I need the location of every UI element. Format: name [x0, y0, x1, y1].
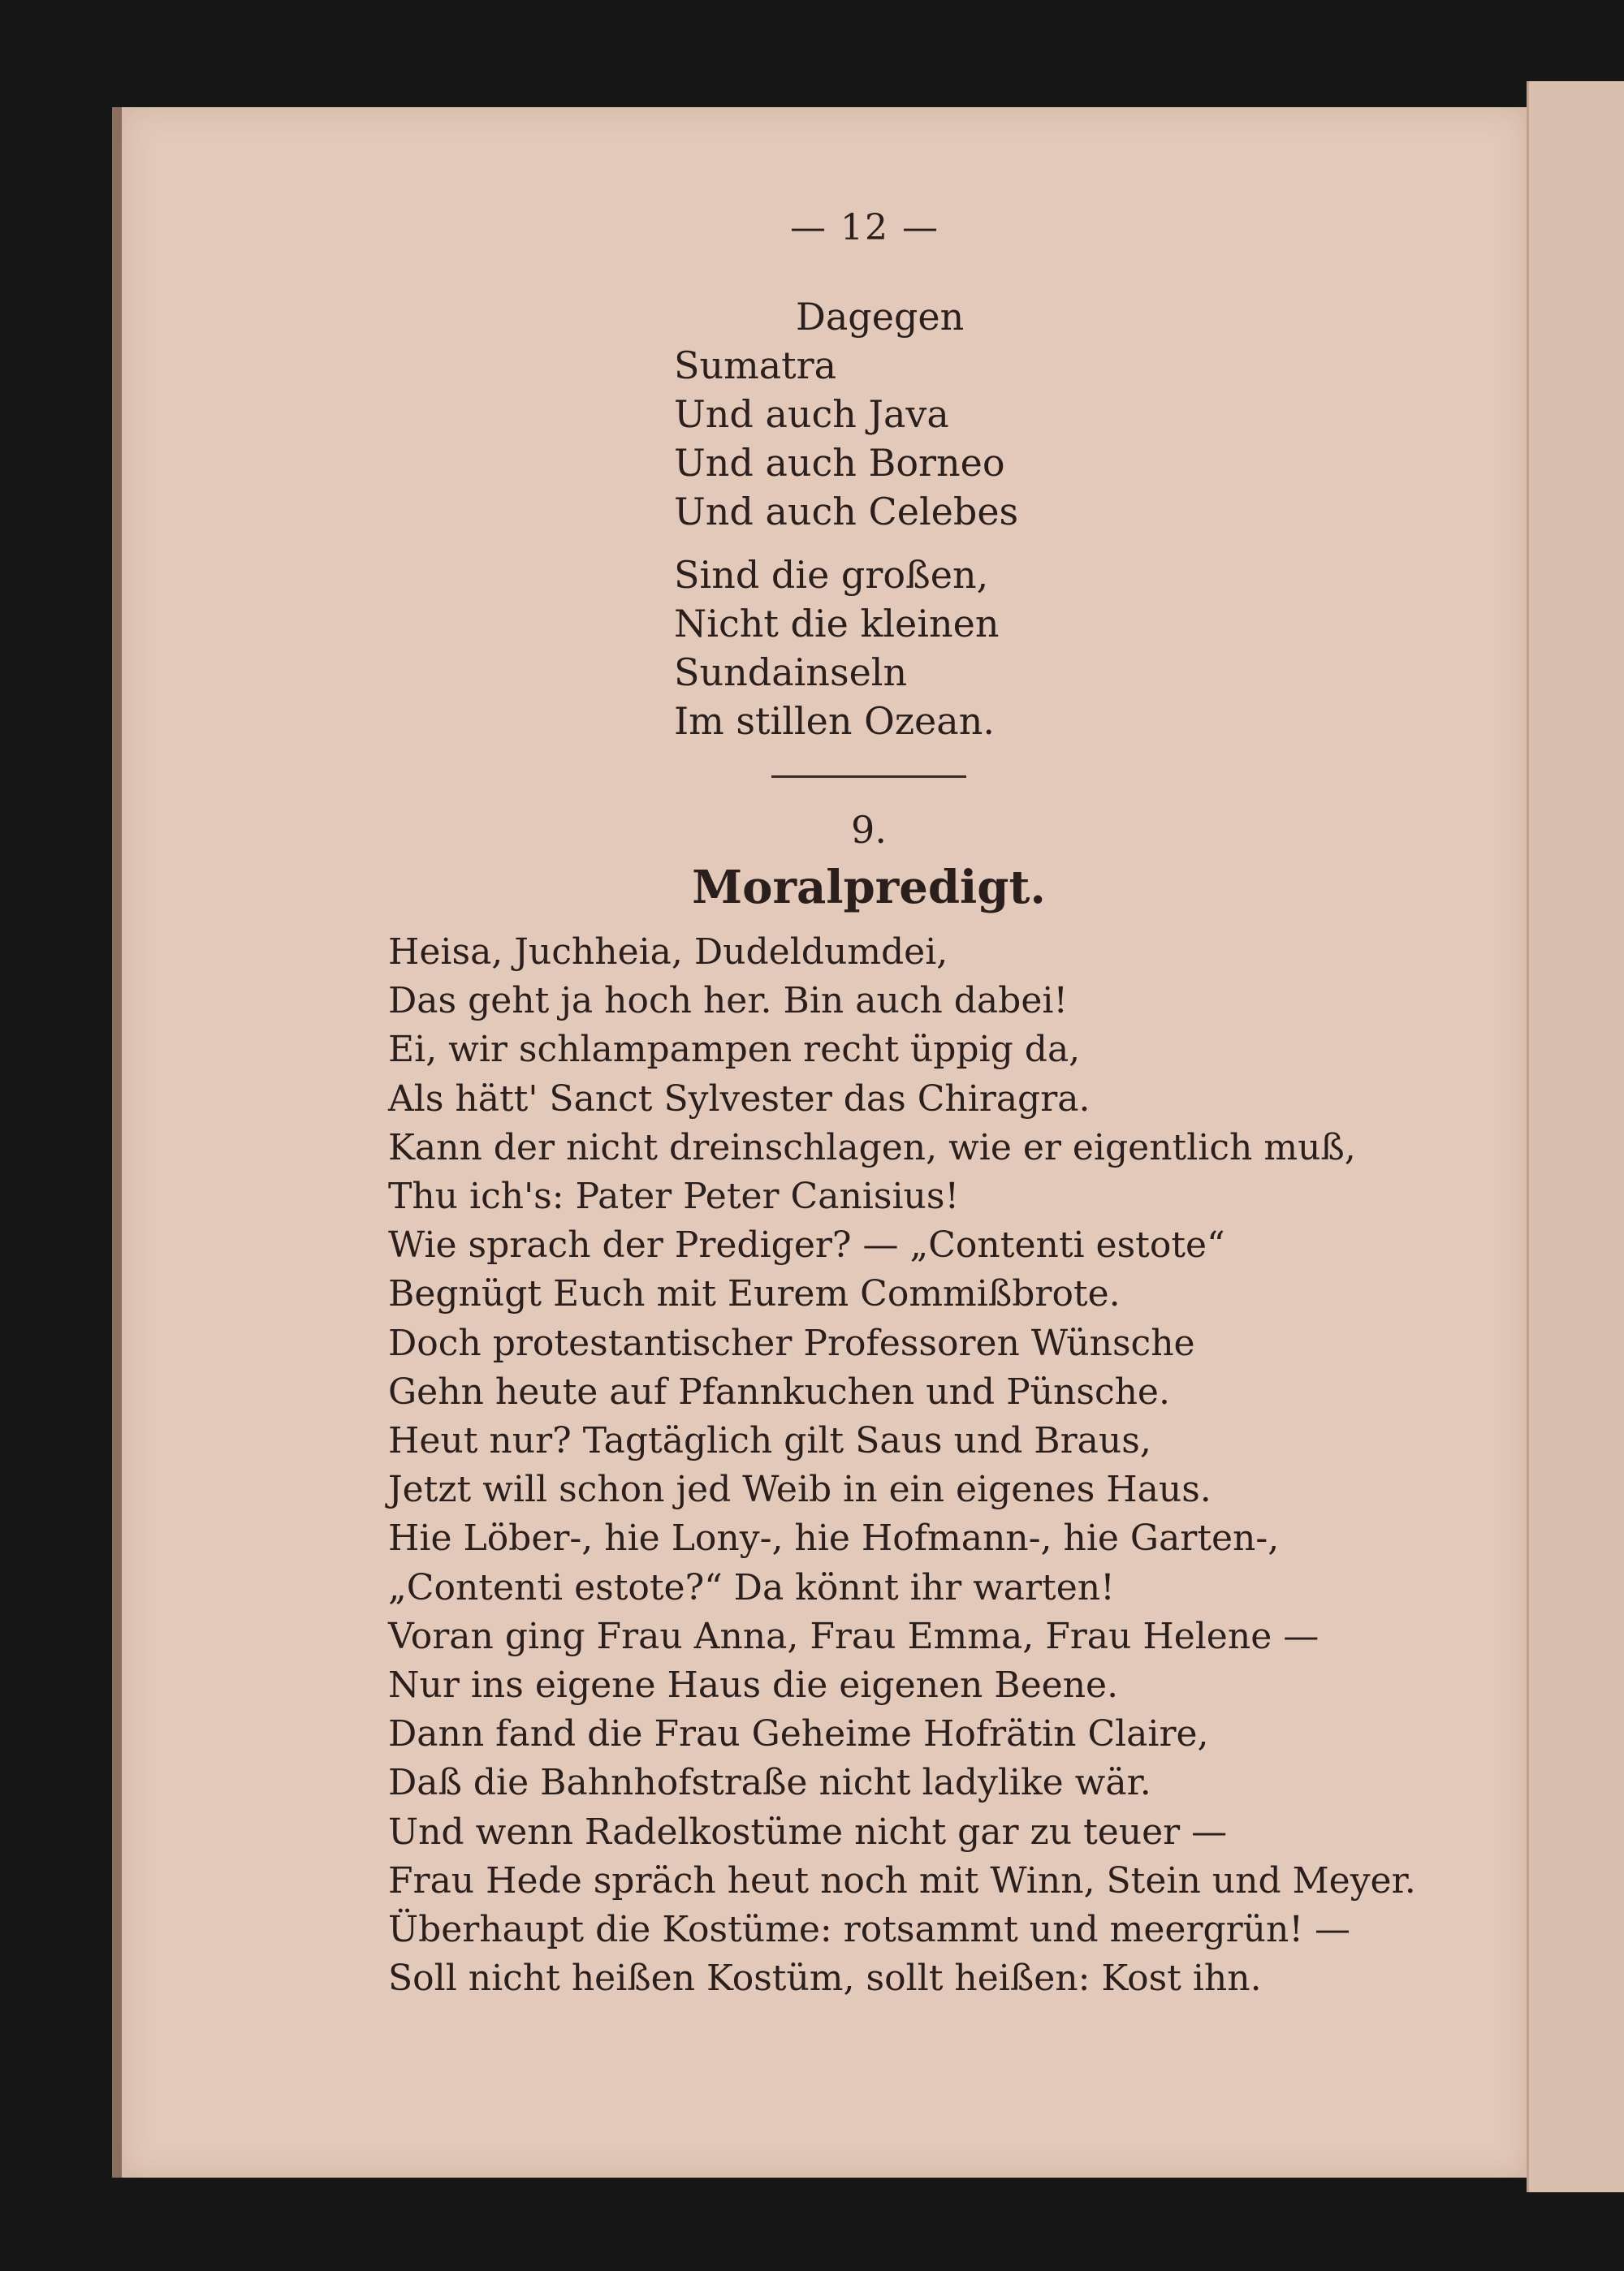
stanza-gap [674, 536, 1018, 550]
poem-line: Ei, wir schlampampen recht üppig da, [388, 1029, 1081, 1071]
section-title: Moralpredigt. [692, 861, 1046, 914]
poem-line: Und auch Java [674, 392, 949, 436]
poem-line: Und wenn Radelkostüme nicht gar zu teuer — [388, 1811, 1228, 1853]
poem-line: Kann der nicht dreinschlagen, wie er eigentlich muß, [388, 1126, 1356, 1168]
poem-line: Sind die großen, [674, 553, 989, 597]
poem-line: Sumatra [674, 343, 837, 387]
poem-line: Voran ging Frau Anna, Frau Emma, Frau Helene — [388, 1615, 1320, 1657]
poem-line: Und auch Borneo [674, 441, 1005, 485]
poem-line: Jetzt will schon jed Weib in ein eigenes Haus. [388, 1469, 1212, 1511]
poem-line: Im stillen Ozean. [674, 699, 995, 743]
next-page-edge [1527, 81, 1624, 2192]
poem-line: „Contenti estote?“ Da könnt ihr warten! [388, 1566, 1115, 1608]
poem-line: Nicht die kleinen [674, 602, 1000, 645]
poem-line: Dann fand die Frau Geheime Hofrätin Claire, [388, 1713, 1209, 1755]
section-divider [771, 775, 966, 778]
section-number: 9. [851, 808, 887, 852]
poem-part-2 [388, 928, 1444, 2003]
poem-line: Thu ich's: Pater Peter Canisius! [388, 1176, 960, 1218]
poem-line: Frau Hede spräch heut noch mit Winn, Stein und Meyer. [388, 1859, 1416, 1902]
poem-part-1 [674, 292, 1018, 745]
poem-line: Als hätt' Sanct Sylvester das Chiragra. [388, 1077, 1091, 1120]
page-number: — 12 — [790, 207, 939, 248]
poem-line: Hie Löber-, hie Lony-, hie Hofmann-, hie Garten-, [388, 1518, 1280, 1560]
poem-line: Überhaupt die Kostüme: rotsammt und meergrün! — [388, 1909, 1351, 1951]
poem-line: Das geht ja hoch her. Bin auch dabei! [388, 980, 1069, 1022]
poem-line: Heisa, Juchheia, Dudeldumdei, [388, 931, 948, 973]
poem-line: Gehn heute auf Pfannkuchen und Pünsche. [388, 1371, 1170, 1413]
poem-line: Begnügt Euch mit Eurem Commißbrote. [388, 1273, 1121, 1315]
poem-line: Daß die Bahnhofstraße nicht ladylike wär. [388, 1762, 1151, 1804]
poem-line: Wie sprach der Prediger? — „Contenti estote“ [388, 1224, 1225, 1267]
poem-line: Nur ins eigene Haus die eigenen Beene. [388, 1664, 1119, 1707]
poem-line: Sundainseln [674, 650, 908, 694]
poem-line: Dagegen [796, 295, 965, 339]
poem-line: Heut nur? Tagtäglich gilt Saus und Braus, [388, 1420, 1151, 1462]
poem-line: Soll nicht heißen Kostüm, sollt heißen: Kost ihn. [388, 1958, 1262, 2000]
poem-line: Doch protestantischer Professoren Wünsche [388, 1322, 1195, 1364]
poem-line: Und auch Celebes [674, 490, 1019, 533]
